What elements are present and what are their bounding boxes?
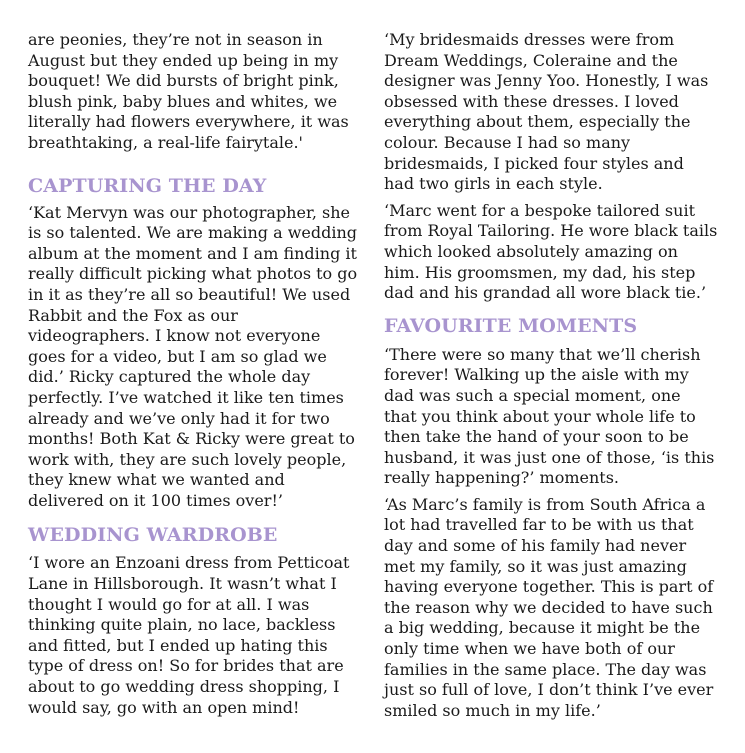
wedding-wardrobe-heading: WEDDING WARDROBE [28, 524, 278, 547]
favourite-moments-paragraph-2: ‘As Marc’s family is from South Africa a lot had travelled far to be with us that day and some of his family had never met my family, so it was just amazing having everyone together. This is part of the reason why we decided to have such a big wedding, because it might be the only time when we have both of our families in the same place. The day was just so full of love, I don’t think I’ve ever smiled so much in my life.’ [384, 494, 714, 720]
bridesmaids-paragraph: ‘My bridesmaids dresses were from Dream Weddings, Coleraine and the designer was Jenny Yoo. Honestly, I was obsessed with these dresses. I loved everything about them, especially the colour. Because I had so many bridesmaids, I picked four styles and had two girls in each style. [384, 30, 709, 194]
favourite-moments-paragraph-1: ‘There were so many that we’ll cherish forever! Walking up the aisle with my dad was such a special moment, one that you think about your whole life to then take the hand of your soon to be husband, it was just one of those, ‘is this really happening?’ moments. [384, 344, 715, 488]
favourite-moments-heading: FAVOURITE MOMENTS [384, 314, 638, 337]
intro-paragraph: are peonies, they’re not in season in August but they ended up being in my bouquet! We did bursts of bright pink, blush pink, baby blues and whites, we literally had flowers everywhere, it was breathtaking, a real-life fairytale.' [28, 30, 349, 152]
capturing-the-day-heading: CAPTURING THE DAY [28, 174, 267, 197]
right-column [384, 30, 718, 727]
suit-paragraph: ‘Marc went for a bespoke tailored suit from Royal Tailoring. He wore black tails which looked absolutely amazing on him. His groomsmen, my dad, his step dad and his grandad all wore black tie.’ [384, 200, 718, 303]
left-column [28, 30, 360, 724]
wedding-wardrobe-paragraph: ‘I wore an Enzoani dress from Petticoat Lane in Hillsborough. It wasn’t what I thought I would go for at all. I was thinking quite plain, no lace, backless and fitted, but I ended up hating this type of dress on! So for brides that are about to go wedding dress shopping, I would say, go with an open mind! [28, 553, 350, 717]
capturing-the-day-paragraph: ‘Kat Mervyn was our photographer, she is so talented. We are making a wedding album at the moment and I am finding it really difficult picking what photos to go in it as they’re all so beautiful! We used Rabbit and the Fox as our videographers. I know not everyone goes for a video, but I am so glad we did.’ Ricky captured the whole day perfectly. I’ve watched it like ten times already and we’ve only had it for two months! Both Kat & Ricky were great to work with, they are such lovely people, they knew what we wanted and delivered on it 100 times over!’ [28, 202, 358, 510]
